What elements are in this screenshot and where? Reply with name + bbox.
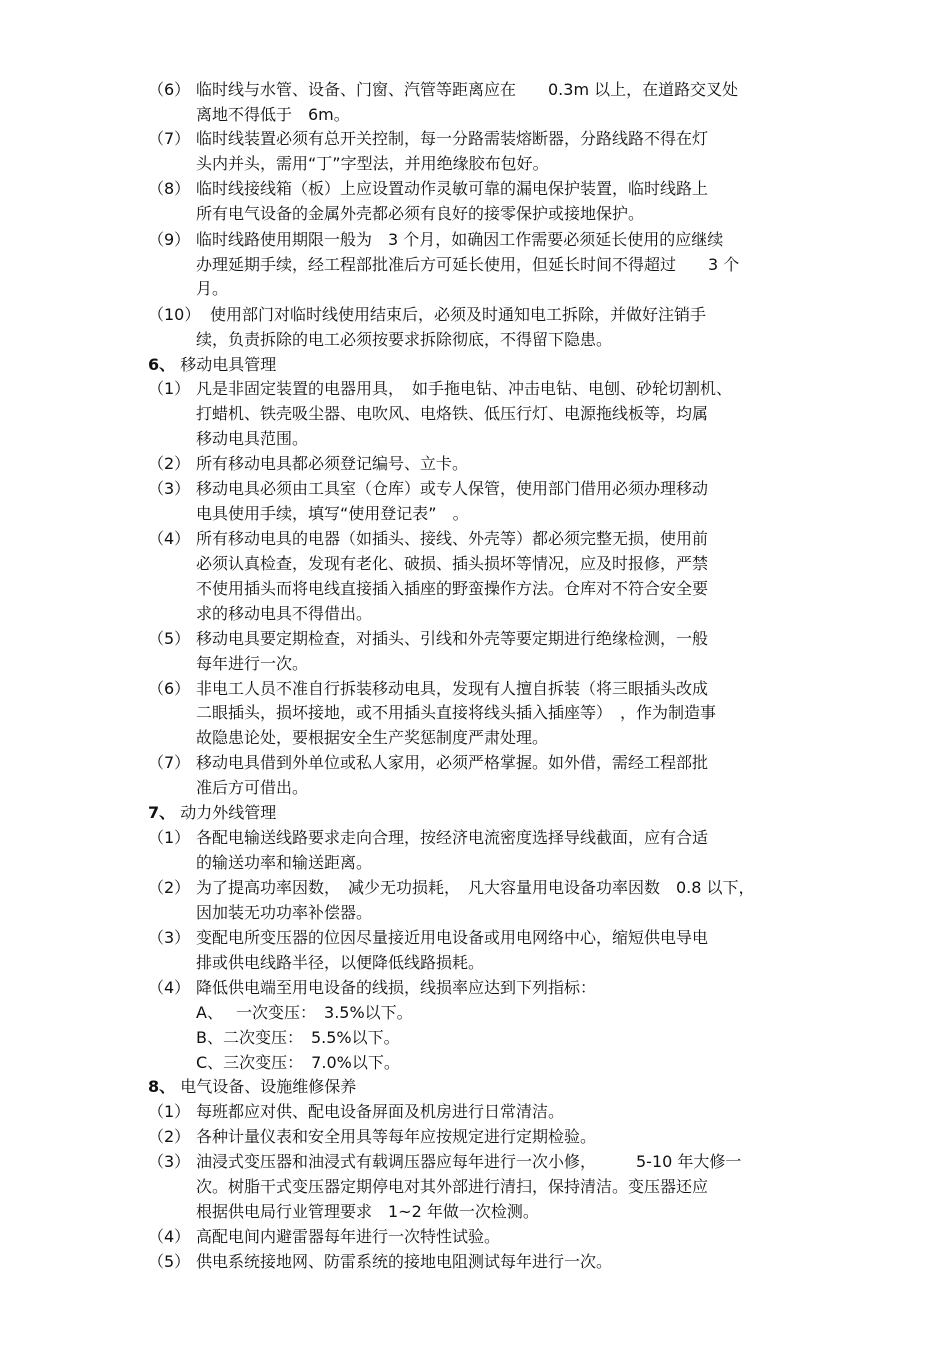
item-text: 所有移动电具都必须登记编号、立卡。 (196, 454, 469, 473)
item-number: （2） (148, 878, 191, 897)
item-text: 准后方可借出。 (196, 778, 309, 797)
section-number: 6、 (148, 355, 176, 374)
item-text: 故隐患论处，要根据安全生产奖惩制度严肃处理。 (196, 728, 549, 747)
item-text: 为了提高功率因数， 减少无功损耗， 凡大容量用电设备功率因数 0.8 以下， (196, 878, 755, 897)
item-number: （8） (148, 179, 191, 198)
item-text: 临时线与水管、设备、门窗、汽管等距离应在 0.3m 以上，在道路交叉处 (196, 80, 739, 99)
item-text: 移动电具范围。 (196, 429, 309, 448)
item-text: 临时线装置必须有总开关控制，每一分路需装熔断器，分路线路不得在灯 (196, 129, 709, 148)
item-text: 凡是非固定装置的电器用具， 如手拖电钻、冲击电钻、电刨、砂轮切割机、 (196, 379, 733, 398)
item-text: 临时线路使用期限一般为 3 个月，如确因工作需要必须延长使用的应继续 (196, 230, 724, 249)
item-number: （3） (148, 1152, 191, 1171)
item-text: 供电系统接地网、防雷系统的接地电阻测试每年进行一次。 (196, 1252, 613, 1271)
section-title: 动力外线管理 (180, 803, 277, 822)
item-text: 续，负责拆除的电工必须按要求拆除彻底，不得留下隐患。 (196, 330, 613, 349)
item-number: （1） (148, 379, 191, 398)
item-number: （7） (148, 753, 191, 772)
section-number: 7、 (148, 803, 176, 822)
item-text: 非电工人员不准自行拆装移动电具，发现有人擅自拆装（将三眼插头改成 (196, 679, 709, 698)
item-text: 办理延期手续，经工程部批准后方可延长使用，但延长时间不得超过 3 个 (196, 255, 740, 274)
item-text: 电具使用手续，填写“使用登记表” 。 (196, 504, 469, 523)
item-text: 临时线接线箱（板）上应设置动作灵敏可靠的漏电保护装置，临时线路上 (196, 179, 709, 198)
item-text: 各种计量仪表和安全用具等每年应按规定进行定期检验。 (196, 1127, 597, 1146)
item-number: （5） (148, 1252, 191, 1271)
item-number: （9） (148, 230, 191, 249)
item-text: 次。树脂干式变压器定期停电对其外部进行清扫，保持清洁。变压器还应 (196, 1177, 709, 1196)
item-text: 的输送功率和输送距离。 (196, 853, 373, 872)
item-text: 所有电气设备的金属外壳都必须有良好的接零保护或接地保护。 (196, 204, 645, 223)
sub-item-text: A、 一次变压： 3.5%以下。 (196, 1003, 413, 1022)
section-title: 移动电具管理 (180, 355, 277, 374)
item-text: 二眼插头，损坏接地，或不用插头直接将线头插入插座等） ，作为制造事 (196, 703, 717, 722)
item-text: 高配电间内避雷器每年进行一次特性试验。 (196, 1227, 501, 1246)
item-text: 离地不得低于 6m。 (196, 105, 350, 124)
item-number: （3） (148, 928, 191, 947)
section-title: 电气设备、设施维修保养 (180, 1077, 357, 1096)
section-heading (148, 353, 276, 377)
item-number: （2） (148, 454, 191, 473)
item-text: 月。 (196, 279, 229, 298)
item-text: 移动电具借到外单位或私人家用，必须严格掌握。如外借，需经工程部批 (196, 753, 709, 772)
item-text: 头内并头，需用“丁”字型法，并用绝缘胶布包好。 (196, 154, 549, 173)
item-number: （2） (148, 1127, 191, 1146)
item-number: （5） (148, 629, 191, 648)
item-text: 因加装无功功率补偿器。 (196, 903, 373, 922)
item-number: （6） (148, 679, 191, 698)
item-text: 使用部门对临时线使用结束后，必须及时通知电工拆除，并做好注销手 (210, 305, 707, 324)
item-text: 不使用插头而将电线直接插入插座的野蛮操作方法。仓库对不符合安全要 (196, 579, 709, 598)
section-heading (148, 801, 276, 825)
section-heading (148, 1075, 356, 1099)
sub-item-text: B、二次变压： 5.5%以下。 (196, 1028, 400, 1047)
item-number: （7） (148, 129, 191, 148)
item-text: 移动电具要定期检查，对插头、引线和外壳等要定期进行绝缘检测，一般 (196, 629, 709, 648)
item-text: 必须认真检查，发现有老化、破损、插头损坏等情况，应及时报修，严禁 (196, 554, 709, 573)
item-number: （1） (148, 1102, 191, 1121)
item-number: （3） (148, 479, 191, 498)
item-text: 油浸式变压器和油浸式有载调压器应每年进行一次小修， 5-10 年大修一 (196, 1152, 742, 1171)
section-number: 8、 (148, 1077, 176, 1096)
item-number: （10） (148, 305, 201, 324)
item-number: （6） (148, 80, 191, 99)
item-text: 每年进行一次。 (196, 654, 309, 673)
item-text: 排或供电线路半径，以便降低线路损耗。 (196, 953, 485, 972)
sub-item-text: C、三次变压： 7.0%以下。 (196, 1053, 400, 1072)
item-text: 移动电具必须由工具室（仓库）或专人保管，使用部门借用必须办理移动 (196, 479, 709, 498)
item-text: 各配电输送线路要求走向合理，按经济电流密度选择导线截面，应有合适 (196, 828, 709, 847)
item-text: 所有移动电具的电器（如插头、接线、外壳等）都必须完整无损，使用前 (196, 529, 709, 548)
item-number: （4） (148, 1227, 191, 1246)
item-text: 每班都应对供、配电设备屏面及机房进行日常清洁。 (196, 1102, 565, 1121)
item-number: （4） (148, 978, 191, 997)
item-text: 根据供电局行业管理要求 1~2 年做一次检测。 (196, 1202, 539, 1221)
item-text: 打蜡机、铁壳吸尘器、电吹风、电烙铁、低压行灯、电源拖线板等，均属 (196, 404, 709, 423)
item-number: （1） (148, 828, 191, 847)
item-text: 变配电所变压器的位因尽量接近用电设备或用电网络中心，缩短供电导电 (196, 928, 709, 947)
item-number: （4） (148, 529, 191, 548)
item-text: 降低供电端至用电设备的线损，线损率应达到下列指标： (196, 978, 597, 997)
item-text: 求的移动电具不得借出。 (196, 604, 373, 623)
